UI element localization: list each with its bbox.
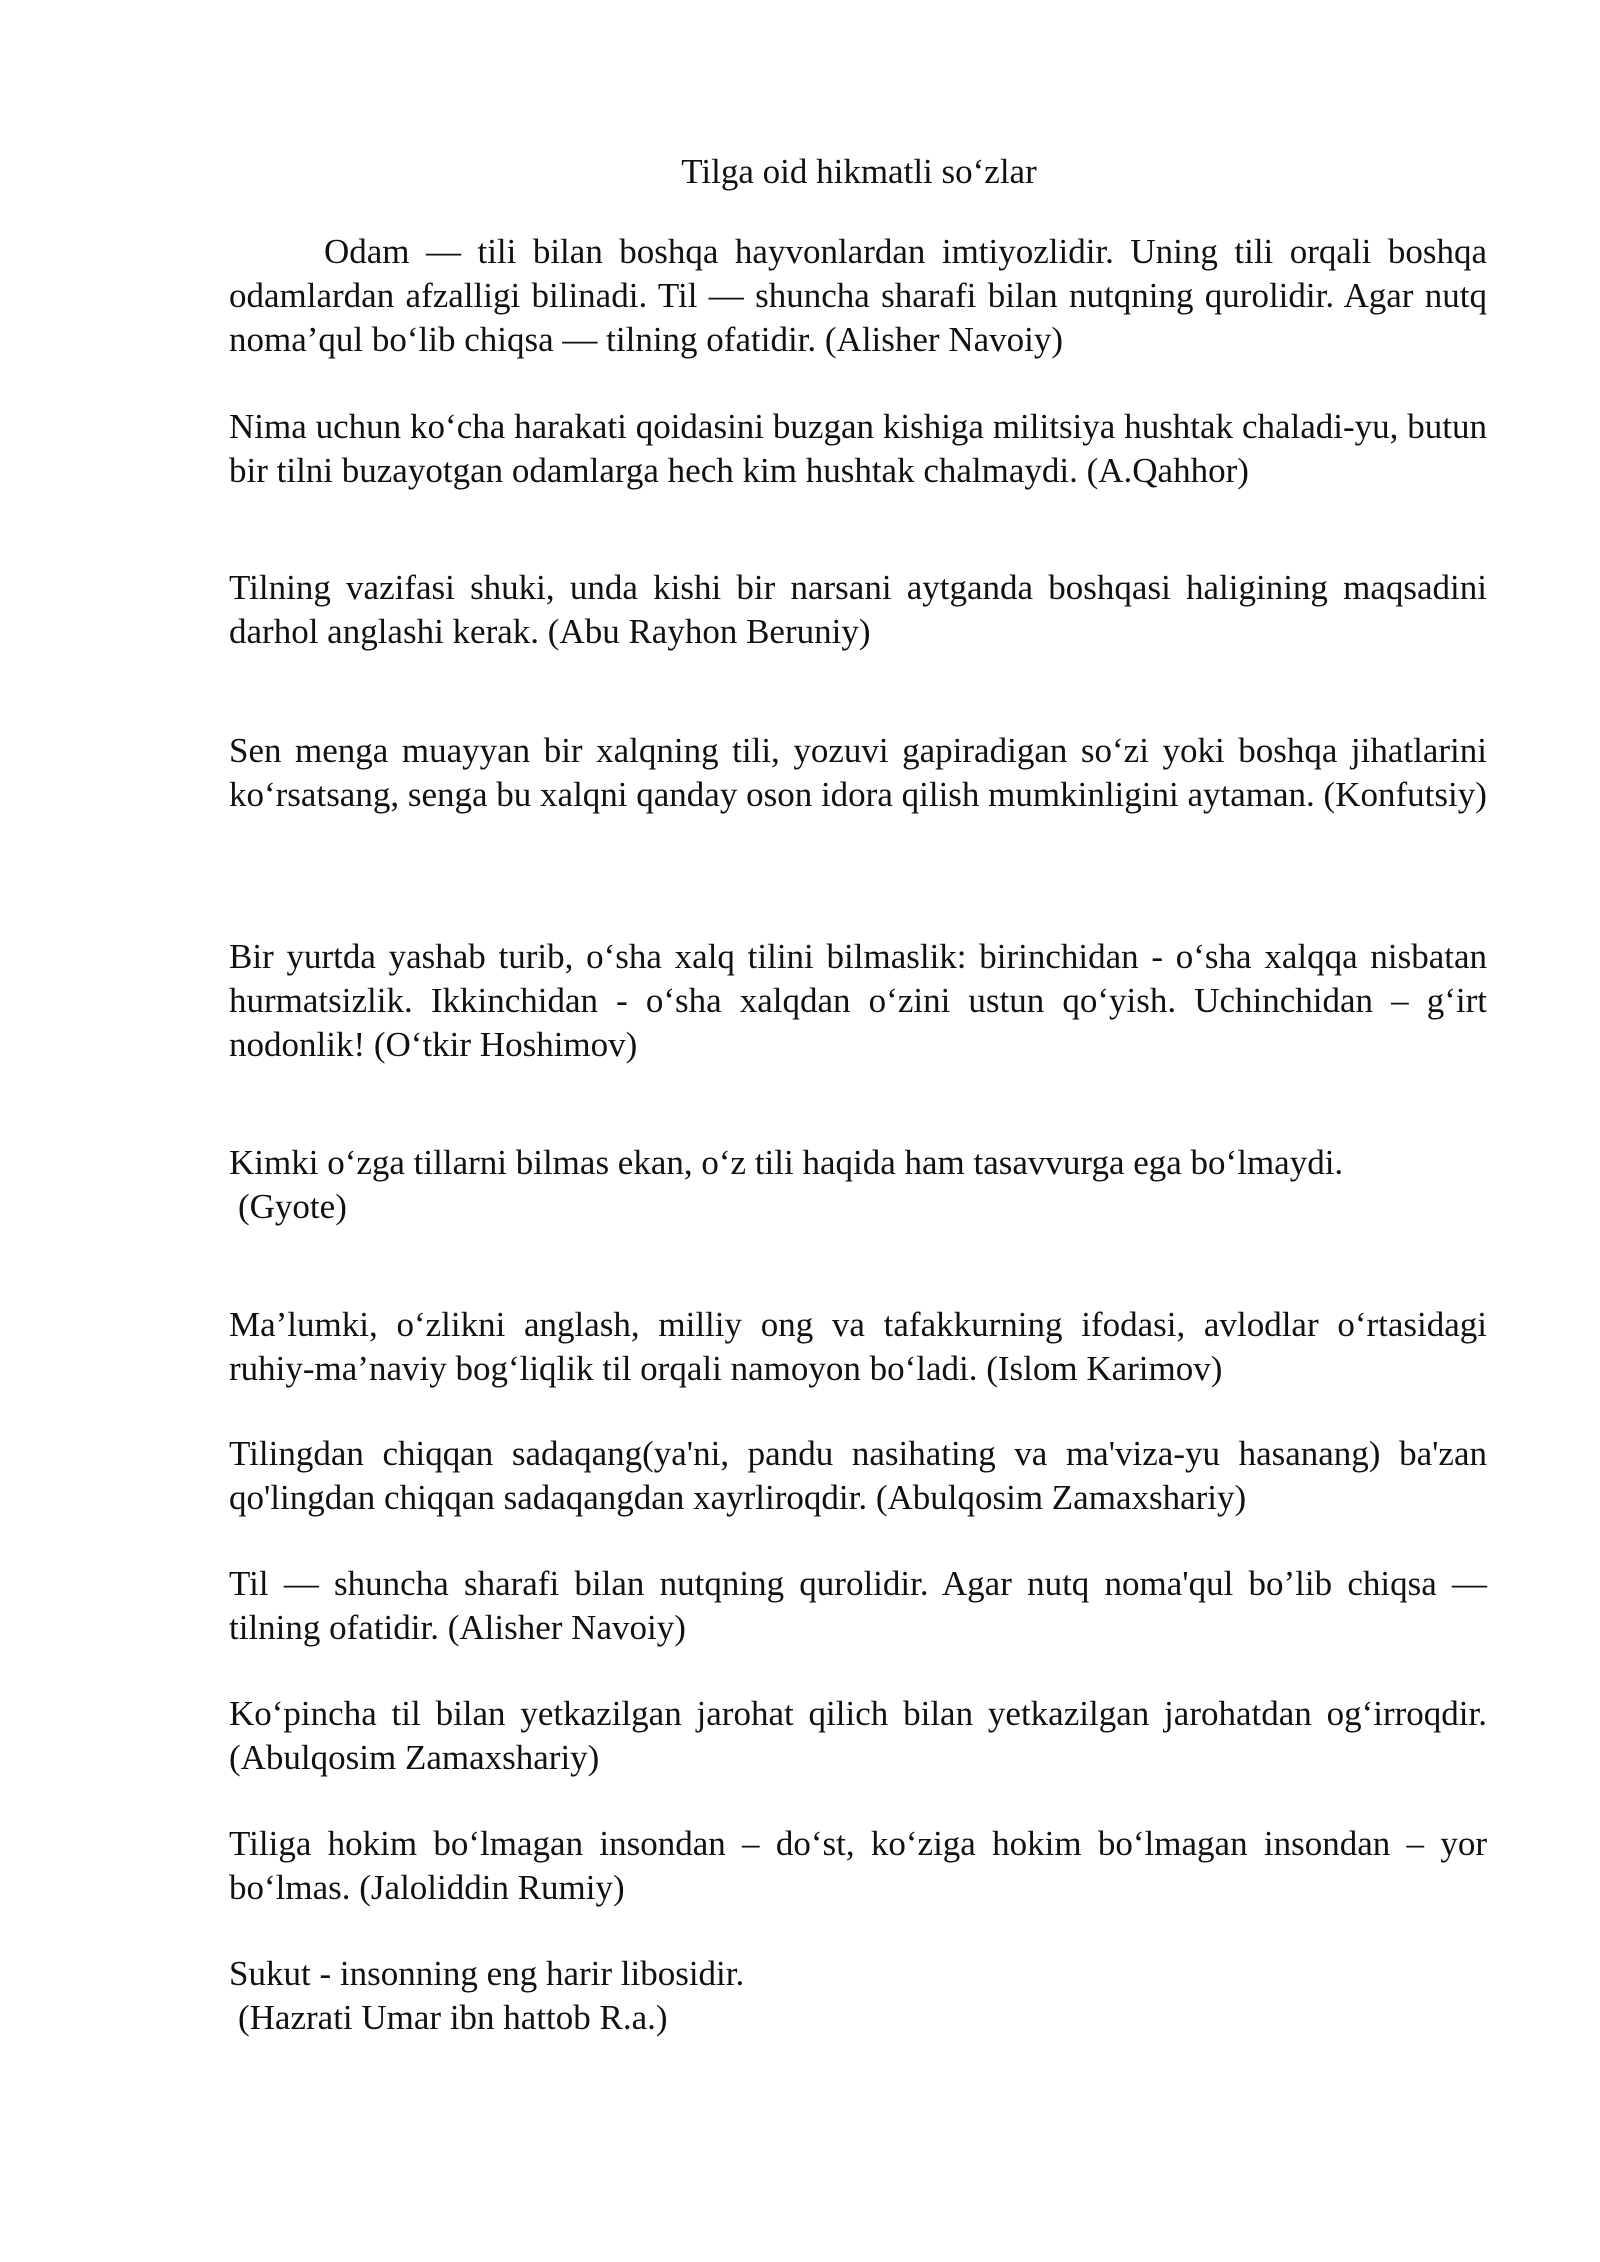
quote-gyote-line1: Kimki o‘zga tillarni bilmas ekan, o‘z tili haqida ham tasavvurga ega bo‘lmaydi. — [229, 1143, 1344, 1182]
quote-gyote-author: (Gyote) — [238, 1187, 347, 1226]
quote-karimov: Ma’lumki, o‘zlikni anglash, milliy ong va tafakkurning ifodasi, avlodlar o‘rtasidagi ruhiy-ma’naviy bog‘liqlik til orqali namoyon bo‘ladi. (Islom Karimov) — [229, 1305, 1487, 1388]
quote-hoshimov: Bir yurtda yashab turib, o‘sha xalq tilini bilmaslik: birinchidan - o‘sha xalqqa nisbatan hurmatsizlik. Ikkinchidan - o‘sha xalqdan o‘zini ustun qo‘yish. Uchinchidan – g‘irt nodonlik! (O‘tkir Hoshimov) — [229, 937, 1487, 1064]
quote-beruniy: Tilning vazifasi shuki, unda kishi bir narsani aytganda boshqasi haligining maqsadini darhol anglashi kerak. (Abu Rayhon Beruniy) — [229, 568, 1487, 651]
quote-umar — [229, 1952, 1487, 2040]
quote-rumiy: Tiliga hokim bo‘lmagan insondan – do‘st, ko‘ziga hokim bo‘lmagan insondan – yor bo‘lmas. (Jaloliddin Rumiy) — [229, 1824, 1487, 1907]
quote-umar-line1: Sukut - insonning eng harir libosidir. — [229, 1954, 745, 1993]
document-title: Tilga oid hikmatli so‘zlar — [681, 152, 1037, 191]
quote-qahhor: Nima uchun ko‘cha harakati qoidasini buzgan kishiga militsiya hushtak chaladi-yu, butun bir tilni buzayotgan odamlarga hech kim hushtak chalmaydi. (A.Qahhor) — [229, 407, 1487, 490]
quote-umar-author: (Hazrati Umar ibn hattob R.a.) — [238, 1998, 668, 2037]
quote-zamaxshariy-1: Tilingdan chiqqan sadaqang(ya'ni, pandu nasihating va ma'viza-yu hasanang) ba'zan qo'lingdan chiqqan sadaqangdan xayrliroqdir. (Abulqosim Zamaxshariy) — [229, 1434, 1487, 1517]
quote-navoiy-2: Til — shuncha sharafi bilan nutqning qurolidir. Agar nutq noma'qul bo’lib chiqsa — tilning ofatidir. (Alisher Navoiy) — [229, 1564, 1487, 1647]
quote-konfutsiy: Sen menga muayyan bir xalqning tili, yozuvi gapiradigan so‘zi yoki boshqa jihatlarini ko‘rsatsang, senga bu xalqni qanday oson idora qilish mumkinligini aytaman. (Konfutsiy) — [229, 731, 1487, 814]
quote-gyote — [229, 1141, 1487, 1229]
quote-zamaxshariy-2: Ko‘pincha til bilan yetkazilgan jarohat qilich bilan yetkazilgan jarohatdan og‘irroqdir. (Abulqosim Zamaxshariy) — [229, 1694, 1487, 1777]
quote-navoiy-1: Odam — tili bilan boshqa hayvonlardan imtiyozlidir. Uning tili orqali boshqa odamlardan afzalligi bilinadi. Til — shuncha sharafi bilan nutqning qurolidir. Agar nutq noma’qul bo‘lib chiqsa — tilning ofatidir. (Alisher Navoiy) — [229, 232, 1487, 359]
